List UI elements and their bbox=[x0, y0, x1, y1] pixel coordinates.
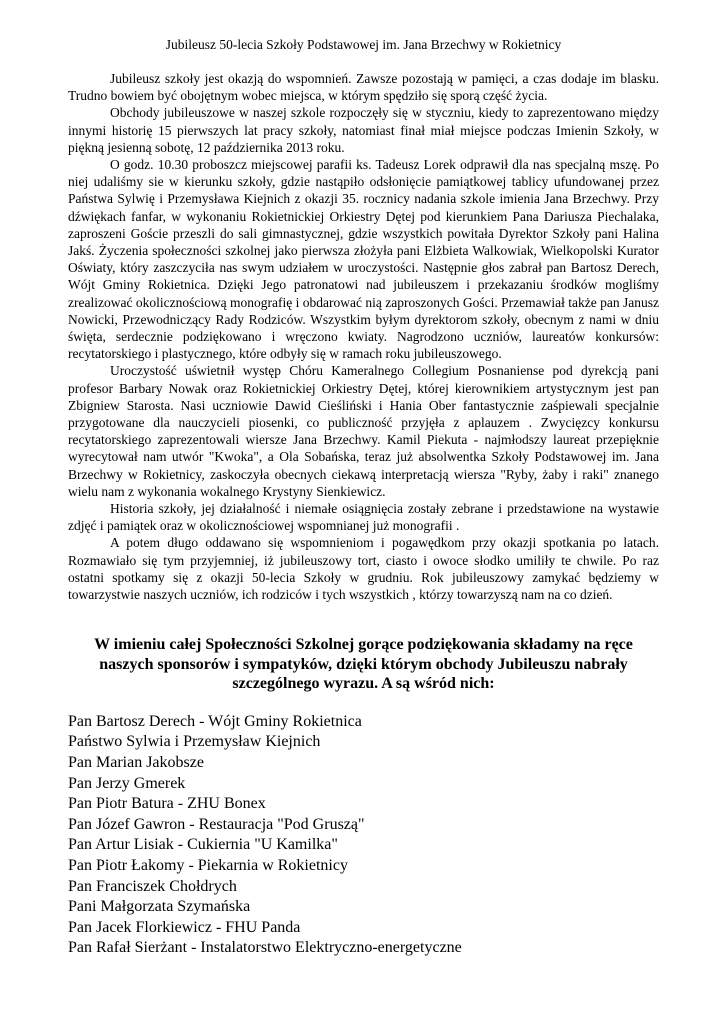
page-header: Jubileusz 50-lecia Szkoły Podstawowej im. Jana Brzechwy w Rokietnicy bbox=[165, 37, 562, 52]
sponsor-item: Pan Marian Jakobsze bbox=[68, 753, 204, 771]
sponsor-item: Pan Józef Gawron - Restauracja "Pod Gruszą" bbox=[68, 815, 365, 833]
thanks-heading: W imieniu całej Społeczności Szkolnej gorące podziękowania składamy na ręce naszych sponsorów i sympatyków, dzięki którym obchody Jubileuszu nabrały szczególnego wyrazu. A są wśród nich: bbox=[94, 636, 633, 693]
sponsor-item: Pan Piotr Łakomy - Piekarnia w Rokietnicy bbox=[68, 856, 348, 874]
paragraph: Obchody jubileuszowe w naszej szkole rozpoczęły się w styczniu, kiedy to zaprezentowano między innymi historię 15 pierwszych lat pracy szkoły, natomiast finał miał miejsce podczas Imienin Szkoły, w piękną jesienną sobotę, 12 października 2013 roku. bbox=[68, 105, 659, 155]
sponsor-item: Pan Jacek Florkiewicz - FHU Panda bbox=[68, 918, 301, 936]
sponsor-item: Pani Małgorzata Szymańska bbox=[68, 898, 251, 916]
sponsor-list bbox=[68, 712, 659, 959]
paragraph: Historia szkoły, jej działalność i niemałe osiągnięcia zostały zebrane i przedstawione na wystawie zdjęć i pamiątek oraz w okolicznościowej wspomnianej już monografii . bbox=[68, 501, 659, 534]
sponsor-item: Pan Artur Lisiak - Cukiernia "U Kamilka" bbox=[68, 836, 338, 854]
sponsor-item: Pan Jerzy Gmerek bbox=[68, 774, 186, 792]
sponsor-item: Pan Piotr Batura - ZHU Bonex bbox=[68, 795, 266, 813]
sponsor-item: Państwo Sylwia i Przemysław Kiejnich bbox=[68, 733, 321, 751]
paragraph: O godz. 10.30 proboszcz miejscowej parafii ks. Tadeusz Lorek odprawił dla nas specjalną mszę. Po niej udaliśmy sie w kierunku szkoły, gdzie nastąpiło odsłonięcie pamiątkowej tablicy ufundowanej przez Państwa Sylwię i Przemysława Kiejnich z okazji 35. rocznicy nadania szkole imienia Jana Brzechwy. Przy dźwiękach fanfar, w wykonaniu Rokietnickiej Orkiestry Dętej pod kierunkiem Pana Dariusza Piechalaka, zaproszeni Goście przeszli do sali gimnastycznej, gdzie wszystkich powitała Dyrektor Szkoły pani Halina Jakś. Życzenia społeczności szkolnej jako pierwsza złożyła pani Elżbieta Walkowiak, Wielkopolski Kurator Oświaty, który zaszczyciła nas swym udziałem w uroczystości. Następnie głos zabrał pan Bartosz Derech, Wójt Gminy Rokietnica. Dzięki Jego patronatowi nad jubileuszem i przekazaniu środków mogliśmy zrealizować okolicznościową monografię i obdarować nią zaproszonych Gości. Przemawiał także pan Janusz Nowicki, Przewodniczący Rady Rodziców. Wszystkim byłym dyrektorom szkoły, obecnym z nami w dniu święta, serdecznie podziękowano i wręczono kwiaty. Nagrodzono uczniów, laureatów konkursów: recytatorskiego i plastycznego, które odbyły się w ramach roku jubileuszowego. bbox=[68, 157, 659, 362]
sponsor-item: Pan Bartosz Derech - Wójt Gminy Rokietnica bbox=[68, 712, 362, 730]
paragraph: A potem długo oddawano się wspomnieniom i pogawędkom przy okazji spotkania po latach. Rozmawiało się tym przyjemniej, iż jubileuszowy tort, ciasto i owoce słodko umiliły te chwile. Po raz ostatni spotkamy się z okazji 50-lecia Szkoły w grudniu. Rok jubileuszowy zamykać będziemy w towarzystwie naszych uczniów, ich rodziców i tych wszystkich , którzy towarzyszą nam na co dzień. bbox=[68, 535, 659, 603]
article-body bbox=[68, 70, 659, 603]
paragraph: Jubileusz szkoły jest okazją do wspomnień. Zawsze pozostają w pamięci, a czas dodaje im blasku. Trudno bowiem być obojętnym wobec miejsca, w którym spędziło się sporą część życia. bbox=[68, 71, 659, 104]
sponsor-item: Pan Rafał Sierżant - Instalatorstwo Elektryczno-energetyczne bbox=[68, 939, 462, 957]
sponsor-item: Pan Franciszek Chołdrych bbox=[68, 877, 237, 895]
paragraph: Uroczystość uświetnił występ Chóru Kameralnego Collegium Posnaniense pod dyrekcją pani profesor Barbary Nowak oraz Rokietnickiej Orkiestry Dętej, której kierownikiem artystycznym jest pan Zbigniew Starosta. Nasi uczniowie Dawid Cieśliński i Hania Ober fantastycznie zaśpiewali specjalnie przygotowane dla nauczycieli piosenki, co publiczność przyjęła z aplauzem . Zwycięzcy konkursu recytatorskiego zaprezentowali wiersze Jana Brzechwy. Kamil Piekuta - najmłodszy laureat przepięknie wyrecytował nam utwór "Kwoka", a Ola Sobańska, teraz już absolwentka Szkoły Podstawowej im. Jana Brzechwy w Rokietnicy, zaskoczyła obecnych ciekawą interpretacją wiersza "Ryby, żaby i raki" znanego wielu nam z wykonania wokalnego Krystyny Sienkiewicz. bbox=[68, 363, 659, 499]
